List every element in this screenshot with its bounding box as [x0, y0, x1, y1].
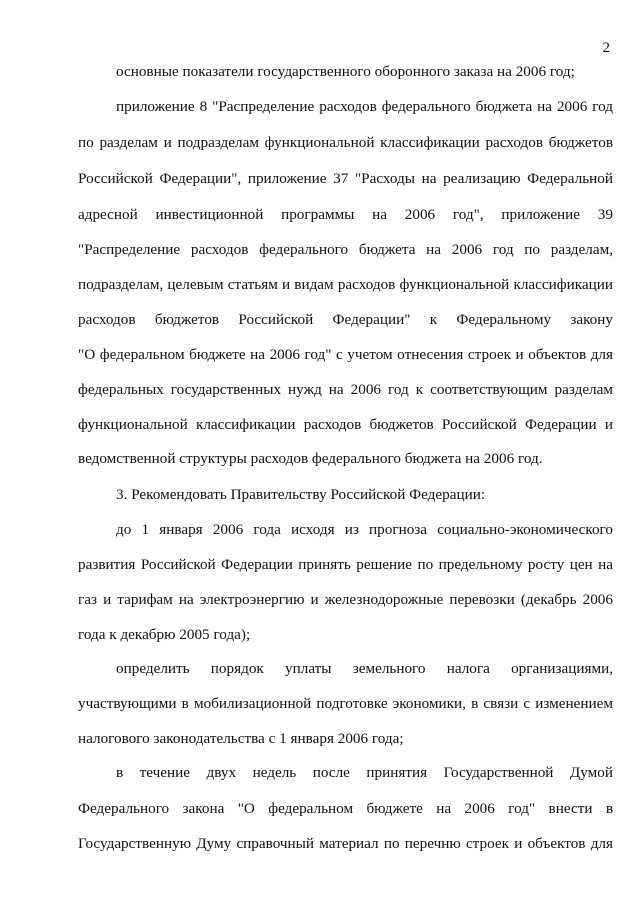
text-line: основные показатели государственного оборонного заказа на 2006 год; [116, 63, 575, 80]
text-line: подразделам, целевым статьям и видам расходов функциональной классификации [78, 276, 613, 293]
text-line: расходов бюджетов Российской Федерации" к Федеральному закону [78, 311, 613, 328]
page-number: 2 [602, 40, 610, 56]
text-line: до 1 января 2006 года исходя из прогноза социально-экономического [116, 521, 613, 538]
text-line: Российской Федерации", приложение 37 "Расходы на реализацию Федеральной [78, 170, 613, 187]
text-line: определить порядок уплаты земельного налога организациями, [116, 660, 613, 677]
text-line: по разделам и подразделам функциональной классификации расходов бюджетов [78, 134, 613, 151]
text-line: ведомственной структуры расходов федерального бюджета на 2006 год. [78, 450, 543, 467]
text-line: "Распределение расходов федерального бюджета на 2006 год по разделам, [78, 241, 613, 258]
section-heading: 3. Рекомендовать Правительству Российской Федерации: [116, 486, 486, 503]
text-line: федеральных государственных нужд на 2006 год к соответствующим разделам [78, 381, 613, 398]
text-line: Федерального закона "О федеральном бюджете на 2006 год" внести в [78, 800, 613, 817]
text-line: приложение 8 "Распределение расходов федерального бюджета на 2006 год [116, 98, 613, 115]
text-line: развития Российской Федерации принять решение по предельному росту цен на [78, 556, 613, 573]
text-line: налогового законодательства с 1 января 2006 года; [78, 730, 404, 747]
text-line: "О федеральном бюджете на 2006 год" с учетом отнесения строек и объектов для [78, 346, 613, 363]
text-line: Государственную Думу справочный материал по перечню строек и объектов для [78, 835, 613, 852]
text-line: в течение двух недель после принятия Государственной Думой [116, 764, 613, 781]
text-line: года к декабрю 2005 года); [78, 626, 251, 643]
text-line: участвующими в мобилизационной подготовке экономики, в связи с изменением [78, 695, 613, 712]
text-line: газ и тарифам на электроэнергию и железнодорожные перевозки (декабрь 2006 [78, 591, 613, 608]
text-line: функциональной классификации расходов бюджетов Российской Федерации и [78, 416, 613, 433]
text-line: адресной инвестиционной программы на 2006 год", приложение 39 [78, 206, 613, 223]
